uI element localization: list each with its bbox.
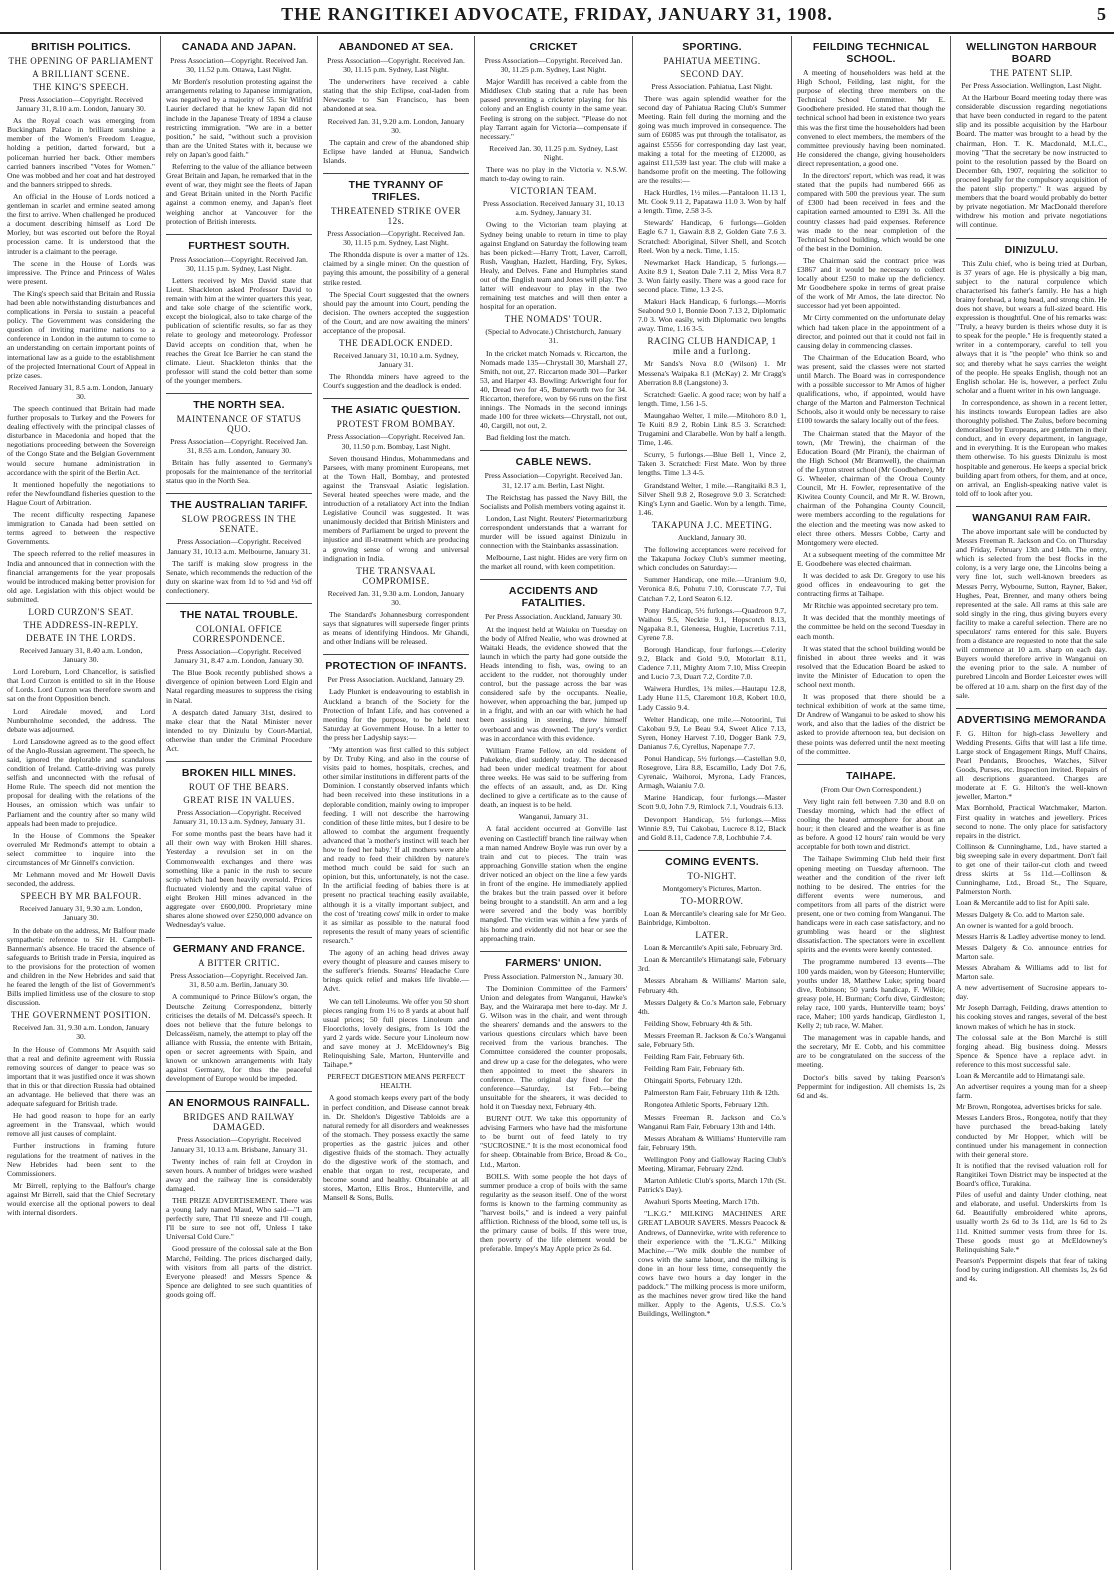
- article-subhead: TAKAPUNA J.C. MEETING.: [651, 519, 773, 530]
- article-north-sea: [166, 394, 312, 494]
- paragraph: The Taihape Swimming Club held their first opening meeting on Tuesday afternoon. The weather and the condition of the river left nothing to be desired. The entries for the different events were numerous, and competitors from all parts of the district were present, one or two coming from Wanganui. The handicaps were in each case satisfactory, and no grumbling was heard or the slightest dissatisfaction. The spectators were in excellent spirits and the events were keenly contested.: [797, 854, 945, 955]
- paragraph: A good stomach keeps every part of the body in perfect condition, and Disease cannot break in. Dr. Sheldon's Digestive Tabloids are a natural remedy for all disorders and weaknesses of the stomach. They possess exactly the same properties as the gastric juices and other digestive fluids of the stomach. They actually do the digestive work of the stomach, and enable that organ to rest, recuperate, and become sound and healthy. Obtainable at all stores, Marton, Ellis Bros., Hunterville, and Mansell & Sons, Bulls.: [323, 1093, 469, 1203]
- paragraph: There was no play in the Victoria v. N.S.W. match to-day owing to rain.: [480, 165, 627, 184]
- advert-item: Messrs Dalgety & Co. announce entries for Marton sale.: [956, 942, 1107, 961]
- paragraph: The above important sale will be conducted by Messrs Freeman R. Jackson and Co. on Thursday and Friday, February 13th and 14th. The entry, which is selected from the best flocks in the colony, is a very large one, the Lincolns being a very fine lot, such well-known breeders as Messrs Perry, Wybourne, Sutton, Rayner, Baker, Hughes, Peat, Brenner, and many others being represented at the sale. All rams at this sale are sold singly in the ring, thus giving buyers every facility to make a careful selection. There are no speculators' rams entered for this sale. Buyers from a distance are requested to note that the sale will commence at 10 a.m. sharp on each day. Buyers would therefore arrive in Wanganui on the evening prior to the sale. A number of purebred Lincoln and Border Leicester ewes will be offered at 10 a.m. sharp on the first day of the sale.: [956, 526, 1107, 700]
- dateline: Per Press Association. Auckland, January 30.: [484, 612, 623, 622]
- paragraph: It was proposed that there should be a technical exhibition of work at the same time, Dr Andrew of Wanganui to be asked to show his work, and also that the ladies of the district be asked to provide afternoon tea, but decision on these points was deferred until the next meeting of the committee.: [797, 692, 945, 756]
- paragraph: In the House of Commons the Speaker overruled Mr Redmond's attempt to obtain a select committee to inquire into the circumstances of Mr Ginnell's conviction.: [7, 830, 155, 868]
- dateline: Received January 31, 10.10 a.m. Sydney, January 31.: [333, 351, 459, 370]
- article-coming-events: [638, 851, 786, 1327]
- advert-item: Messrs Dalgety & Co. add to Marton sale.: [956, 909, 1085, 919]
- dateline: Press Association—Copyright. Received Jan. 30, 11.15 p.m. Sydney, Last Night.: [327, 229, 465, 248]
- dateline: Press Association—Copyright. Received Jan. 31, 8.50 a.m. Berlin, January 30.: [170, 971, 308, 990]
- article-headline: THE NORTH SEA.: [193, 399, 285, 411]
- dateline: Press Association—Copyright. Received January 31, 8.10 a.m. London, January 30.: [16, 95, 146, 114]
- article-headline: BRITISH POLITICS.: [31, 41, 131, 53]
- paragraph: Marine Handicap, four furlongs.—Master Scott 9.0, John 7.9, Rimlock 7.1, Voudrais 6.13.: [638, 793, 786, 812]
- article-accidents-fatalities: [480, 580, 627, 951]
- paragraph: Stewards' Handicap, 6 furlongs—Golden Eagle 6.7 1, Gawain 8.8 2, Golden Gate 7.6 3. Scratched: Aboriginal, Silver Shell, and Scotch Reel. Won by a neck. Time, 1.15.: [638, 218, 786, 255]
- article-furthest-south: [166, 235, 312, 394]
- article-protection-of-infants: [323, 655, 469, 1210]
- article-subhead: THE NOMADS' TOUR.: [504, 314, 603, 325]
- article-farmers-union: [480, 952, 627, 1262]
- paragraph: The Chairman of the Education Board, who was present, said the classes were not started until March. The Board was in correspondence with a possible successor to Mr Amos of higher qualifications, who, if appointed, would have charge of the Marton and Palmerston Technical Schools, also it would only be necessary to raise £100 towards the salary locally out of the fees.: [797, 352, 945, 426]
- event-item: Palmerston Ram Fair, February 11th & 12th.: [644, 1088, 780, 1098]
- article-subhead: ROUT OF THE BEARS.: [188, 782, 290, 793]
- event-item: Montgomery's Pictures, Marton.: [662, 883, 762, 893]
- paragraph: An official in the House of Lords noticed a gentleman in scarlet and ermine seated among the first to arrive. When challenged he produced a document describing himself as Lord De Morley, but was escorted out before the Royal procession came. It is understood that the intruder is a claimant to the peerage.: [7, 191, 155, 256]
- event-item: Messrs Dalgety & Co.'s Marton sale, February 4th.: [638, 997, 786, 1016]
- article-subhead: THE PATENT SLIP.: [990, 68, 1073, 78]
- article-subhead: THE KING'S SPEECH.: [33, 82, 129, 92]
- article-germany-france: [166, 938, 312, 1092]
- article-headline: GERMANY AND FRANCE.: [172, 943, 306, 956]
- paragraph: Summer Handicap, one mile.—Uranium 9.0, Veronica 8.6, Pohutu 7.10, Coruscate 7.7, Tui Catchan 7.2, Lord Seaton 6.12.: [638, 575, 786, 603]
- paragraph: The following acceptances were received for the Takapuna Jockey Club's summer meeting, which concludes on Saturday:—: [638, 545, 786, 573]
- dateline: Press Association—Copyright. Received January 31, 10.13 a.m. Brisbane, January 31.: [170, 1135, 308, 1154]
- paragraph: It mentioned hopefully the negotiations to refer the Newfoundland fisheries question to the Hague Court of Arbitration.: [7, 479, 155, 507]
- paragraph: At the Harbour Board meeting today there was considerable discussion regarding negotiations that have been conducted in regard to the patent slip and its possible acquisition by the Harbour Board. The matter was brought to a head by the chairman, Hon. T. K. Macdonald, M.L.C., moving "That the secretary be now instructed to point to the resolution passed by the Board on December 6th, 1907, requiring the solicitor to proceed legally for the compulsory acquisition of the patent slip property." It was argued by members that the board would probably do better by private negotiation. Mr MacDonald therefore withdrew his motion and private negotiations will continue.: [956, 93, 1107, 230]
- dateline: Press Association. Received January 31, 10.13 a.m. Sydney, January 31.: [482, 199, 625, 218]
- event-item: Feilding Ram Fair, February 6th.: [644, 1064, 745, 1074]
- news-columns: [2, 36, 1112, 1570]
- paragraph: The Special Court suggested that the owners should pay the amount into Court, pending the decision. The owners accepted the suggestion of the Court, and are now awaiting the miners' acceptance of the proposal.: [323, 289, 469, 335]
- paragraph: The speech referred to the relief measures in India and announced that in connection with the financial arrangements for the year proposals would be introduced making better provision for old age. Legislation with this object would be submitted.: [7, 549, 155, 604]
- paragraph: PERFECT DIGESTION MEANS PERFECT HEALTH.: [327, 1072, 465, 1091]
- paragraph: Mr Sands's Nova 8.0 (Wilson) 1. Mr Messena's Waipaka 8.1 (McKay) 2. Mr Cragg's Aberration 8.8 (Langstone) 3.: [638, 359, 786, 387]
- dateline: Received Jan. 31, 9.20 a.m. London, January 30.: [327, 116, 465, 135]
- paragraph: A despatch dated January 31st, desired to make clear that the Natal Minister never intended to try Dinizulu by Court-Martial, otherwise than under the Criminal Procedure Act.: [166, 707, 312, 753]
- paragraph: Lord Airedale moved, and Lord Nunburnholme seconded, the address. The debate was adjourned.: [7, 706, 155, 734]
- paragraph: Ponui Handicap, 5½ furlongs.—Castellan 9.0, Rosegrove, Lira 8.8, Escamillo, Lady Dot 7.6, Cyrenaic, Waihoroi, Myrona, Lady Frances, Armagh, Waianiu 7.0.: [638, 754, 786, 791]
- dateline: Press Association. Palmerston N., January 30.: [483, 971, 624, 981]
- page-number: 5: [1097, 4, 1106, 24]
- advert-item: Loan & Mercantile add to list for Apiti sale.: [956, 898, 1090, 908]
- paragraph: The underwriters have received a cable stating that the ship Eclipse, coal-laden from Newcastle to San Francisco, has been abandoned at sea.: [323, 77, 469, 114]
- event-item: Messrs Abraham & Williams' Marton sale, February 4th.: [638, 976, 786, 995]
- paragraph: The Blue Book recently published shows a divergence of opinion between Lord Elgin and Natal regarding measures to suppress the rising in Natal.: [166, 668, 312, 705]
- advert-item: Piles of useful and dainty Under clothing, neat and elaborate, and useful. Underskirts from 1s 6d. Beautifully embroidered white aprons, usually worth 2s 6d to 3s 11d, are 1s 6d to 2s 11d. Knitted summer vests from three for 1s. These goods must go at McEldowney's Relinquishing Sale.*: [956, 1190, 1107, 1254]
- article-subhead: A BITTER CRITIC.: [198, 958, 280, 969]
- paragraph: Lord Lansdowne agreed as to the good effect of the Anglo-Russian agreement. The speech, he said, ignored the deplorable and scandalous condition of Ireland. Cattle-driving was purely selfish and unconnected with the refusal of Home Rule. The speech did not mention the proposal for dealing with the relations of the Houses, an omission which was unfair to Parliament and the country after so many wild appeals had been made to prejudice.: [7, 736, 155, 828]
- paragraph: Grandstand Welter, 1 mile.—Rangitaiki 8.3 1, Silver Shell 9.8 2, Rosegrove 9.0 3. Scratched: King's Lynn and Gaelic. Won by a length. Time, 1.46.: [638, 480, 786, 517]
- article-cable-news: [480, 451, 627, 580]
- article-subhead: SPEECH BY MR BALFOUR.: [20, 891, 142, 902]
- paragraph: Letters received by Mrs David state that Lieut. Shackleton asked Professor David to remain with him at the winter quarters this year, and take sole charge of the scientific work, except the biological, also to take charge of the publication of scientific results, so far as they relate to geology and meteorology. Professor David accepts on condition that, when he reaches the Great Ice Barrier he can stand the climate. Lieut. Shackleton thinks that the professor will stand the cold better than some of the younger members.: [166, 275, 312, 385]
- paragraph: Good pressure of the colossal sale at the Bon Marché, Feilding. The prices discharged daily, with visitors from all parts of the district. Everyone pleased! and Messrs Spence & Spence are delighted to see such quantities of goods going off.: [166, 1244, 312, 1299]
- paragraph: BURNT OUT. We take this opportunity of advising Farmers who have had the misfortune to be burnt out of feed lately to try "SUCROSINE." It is the most economical food for sheep. Obtainable from Brice, Broad & Co., Ltd., Marton.: [480, 1114, 627, 1169]
- paragraph: Mr Cirty commented on the unfortunate delay which had taken place in the appointment of a director, and pointed out that it could not fail in causing delay in commencing classes.: [797, 313, 945, 350]
- newspaper-title-date: THE RANGITIKEI ADVOCATE, FRIDAY, JANUARY 31, 1908.: [281, 4, 833, 24]
- paragraph: It was decided to ask Dr. Gregory to use his good offices in endeavouring to get the contracting firms at Taihape.: [797, 570, 945, 599]
- article-headline: THE ASIATIC QUESTION.: [331, 404, 461, 417]
- advert-item: The colossal sale at the Bon Marché is still forging ahead. Big business doing. Messrs Spence & Spence have a replace advt. in reference to this most successful sale.: [956, 1032, 1107, 1069]
- paragraph: Lady Plunket is endeavouring to establish in Auckland a branch of the Society for the Protection of Infant Life, and has convened a meeting for the purpose, to be held next Saturday at Government House. In a letter to the press her Ladyship says:—: [323, 687, 469, 742]
- article-enormous-rainfall: [166, 1092, 312, 1307]
- article-headline: COMING EVENTS.: [665, 855, 759, 868]
- column-1: [2, 36, 161, 1570]
- paragraph: A fatal accident occurred at Gonville last evening on Castlecliff branch line railway when a man named Andrew Boyle was run over by a train and cut to pieces. The train was approaching Gonville station when the engine driver noticed an object on the line a few yards in front of the engine. He immediately applied the brakes but the train passed over it before being brought to a standstill. An arm and a leg were severed and the body was horribly mangled. The victim was within a few yards of his home and evidently did not hear or see the approaching train.: [480, 824, 627, 943]
- dateline: Received Jan. 31, 9.30 a.m. London, January 30.: [327, 588, 465, 607]
- paragraph: Mr Borden's resolution protesting against the arrangements relating to Japanese immigration, was negatived by a majority of 55. Sir Wilfrid Laurier declared that he knew Japan did not include in the Japanese Treaty of 1894 a clause restricting immigration. "We are in a better position," he said, "without such a provision than are the United States with it, because we rely on Japan's good faith.": [166, 77, 312, 159]
- advert-item: Messrs Landers Bros., Rongotea, notify that they have purchased the bread-baking lately conducted by Mr Hopper, which will be continued under his management in connection with their general store.: [956, 1113, 1107, 1159]
- dateline: Auckland, January 30.: [677, 532, 747, 542]
- article-wellington-harbour-board: [956, 36, 1107, 239]
- article-subhead: THE DEADLOCK ENDED.: [339, 338, 453, 349]
- article-headline: PROTECTION OF INFANTS.: [325, 660, 467, 673]
- advert-item: Loan & Mercantile add to Hirnatangi sale.: [956, 1071, 1085, 1080]
- event-item: Marton Athletic Club's sports, March 17th (St. Patrick's Day).: [638, 1176, 786, 1195]
- paragraph: In the debate on the address, Mr Balfour made sympathetic reference to Sir H. Campbell-Bannerman's absence. He traced the absence of safeguards to British trade in Persia, inquired as to the provisions for the protection of women and children in the New Hebrides and said that he feared the length of the list of Government's Bills implied limitless use of the closure to stop discussion.: [7, 925, 155, 1008]
- column-3: [318, 36, 475, 1570]
- column-5: [633, 36, 792, 1570]
- advert-item: Messrs Harris & Ladley advertise money to lend.: [956, 931, 1106, 941]
- paragraph: The King's speech said that Britain and Russia had been able notwithstanding disturbances and complications in Persia to sustain a peaceful policy. The Government was considering the question of inviting maritime nations to a conference in London in the autumn to come to an understanding on certain important points of international law as a guide to the establishment of the projected International Court of Appeal in prize cases.: [7, 288, 155, 380]
- paragraph: Mr Lehmann moved and Mr Howell Davis seconded, the address.: [7, 870, 155, 889]
- paragraph: At the inquest held at Waiuku on Tuesday on the body of Alfred Nealie, who was drowned at Waitaki Heads, the evidence showed that the launch in which the party had gone outside the Heads intending to fish, was, owing to an accident to the rudder, not thoroughly under control, but the passage across the bar was considered safe by the occupants. Nealie, however, when approaching the bar, jumped up in a fright, and with an oar with which he had been assisting in steering, threw himself overboard and was drowned. The jury's verdict was in accordance with this evidence.: [480, 624, 627, 743]
- dateline: Press Association—Copyright. Received January 31, 10.13 a.m. Melbourne, January 31.: [167, 537, 311, 556]
- advert-item: A new advertisement of Sucrosine appears to-day.: [956, 983, 1107, 1002]
- paragraph: For some months past the bears have had it all their own way with Broken Hill shares. Yesterday a revulsion set in on the Commonwealth exchanges and there was something like a panic in the rush to secure scrip which had been heavily oversold. Prices fluctuated violently and the capital value of eight Broken Hill mines advanced in the aggregate over £600,000. Proprietary mine shares alone showed over £250,000 advance on Wednesday's value.: [166, 829, 312, 930]
- paragraph: Borough Handicap, four furlongs.—Celerity 9.2, Black and Gold 9.0, Motorlatt 8.11, Cadence 7.11, Mighty Atom 7.10, Miss Creepin and Lucio 7.3, Duart 7.2, Cordite 7.0.: [638, 644, 786, 682]
- article-subhead: BRIDGES AND RAILWAY DAMAGED.: [183, 1112, 295, 1133]
- article-headline: CABLE NEWS.: [515, 456, 592, 469]
- dateline: Per Press Association. Auckland, January 29.: [327, 675, 465, 685]
- article-headline: ACCIDENTS AND FATALITIES.: [508, 585, 599, 610]
- article-subhead: RACING CLUB HANDICAP, 1 mile and a furlong.: [647, 336, 777, 357]
- paragraph: Devonport Handicap, 5½ furlongs.—Miss Winnie 8.9, Tui Cakobau, Lucrece 8.12, Black and Gold 8.11, Cadence 7.8, Lochbuhie 7.4.: [638, 814, 786, 842]
- article-broken-hill: [166, 762, 312, 938]
- paragraph: Seven thousand Hindus, Mohammedans and Parsees, with many prominent Europeans, met at the Town Hall, Bombay, and protested against the Transvaal Asiatic legislation. Several heated speeches were made, and the introduction of a retaliatory Act into the Indian Legislative Council was suggested. It was unanimously decided that British Ministers and members of Parliament be urged to prevent the injustice and ill-treatment which are producing a growing sense of wrong and universal indignation in India.: [323, 453, 469, 563]
- dateline: Received Jan. 30, 11.25 p.m. Sydney, Last Night.: [489, 143, 618, 162]
- event-item: Feilding Ram Fair, February 6th.: [644, 1052, 745, 1062]
- dateline: Press Association—Copyright. Received Jan. 31, 8.55 a.m. London, January 30.: [170, 437, 308, 456]
- paragraph: "My attention was first called to this subject by Dr. Truby King, and also in the course of visits paid to homes, hospitals, creches, and other similar institutions in different parts of the Dominion. I constantly observed infants which had been received into these institutions in a deplorable condition, mainly owing to improper feeding. I will not describe the harrowing condition of these little mites, but I desire to be allowed to combat the argument frequently advanced that 'a mother's instinct will teach her how to feed her baby.' If all mothers were able and ready to feed their children by nature's method much could be said for such an opinion, but this, unfortunately, is not the case. In the artificial feeding of babies there is at present no practical teaching easily available, although it is a vitally important subject, and the cost of 'treating cows' milk in order to make it as similar as possible to the natural food represents the result of many years of scientific research.": [323, 744, 470, 945]
- dateline: (Special to Advocate.) Christchurch, January 31.: [485, 327, 622, 346]
- paragraph: This Zulu chief, who is being tried at Durban, is 37 years of age. He is physically a big man, subject to the natural corpulence which characterised his father's family. He has a high brainy forehead, a long head, and strong chin. He does not shave, but wears a full-sized beard. His expression is thoughtful. One of his remarks was: "Truly, a heavy burden is theirs whose duty it is to speak for the people." He is frequently stated a writer in a contemporary, careful to tell you always that it is "the people" who think so and so; and thereby what he says carries the weight of the people. He speaks English, though not an English scholar. He is, however, a perfect Zulu scholar and a fluent writer in his own language.: [956, 258, 1107, 395]
- paragraph: Welter Handicap, one mile.—Notoorini, Tui Cakobau 9.9, Le Beau 9.4, Sweet Alice 7.13, Syren, Honey Harvest 7.10, Dogger Bank 7.9, Danianus 7.6, Cyrellus, Napenape 7.7.: [638, 714, 786, 751]
- article-natal-trouble: [166, 604, 312, 762]
- advert-item: An owner is wanted for a gold brooch.: [956, 920, 1074, 930]
- dateline: Press Association—Copyright. Received Jan. 30, 11.50 p.m. Bombay, Last Night.: [327, 432, 465, 451]
- paragraph: Very light rain fell between 7.30 and 8.0 on Tuesday morning, which had the effect of cooling the heated atmosphere for about an hour; it then cleared and the weather is as fine as before. A good 12 hours' rain would be very acceptable for both town and district.: [797, 796, 945, 852]
- article-subhead: A BRILLIANT SCENE.: [32, 69, 130, 79]
- column-7: [951, 36, 1112, 1570]
- paragraph: Referring to the value of the alliance between Great Britain and Japan, he remarked that in the event of war, they might see the fleets of Japan and Great Britain united in the North Pacific against a common enemy, and Japan's fleet weighing anchor at Vancouver for the protection of British interests.: [166, 162, 312, 226]
- column-4: [475, 36, 633, 1570]
- paragraph: Britain has fully assented to Germany's proposals for the maintenance of the territorial status quo in the North Sea.: [166, 458, 312, 486]
- column-6: [792, 36, 951, 1570]
- article-subhead: GREAT RISE IN VALUES.: [183, 795, 295, 806]
- advert-item: F. G. Hilton for high-class Jewellery and Wedding Presents. Gifts that will last a life time. Large stock of Engagement Rings, Muff Chains, Pearl Pendants, Brooches, Watches, Silver Goods, Purses, etc. Inspection invited. Repairs of all descriptions guaranteed. Charges are moderate at F. G. Hilton's the well-known jeweller, Marton.*: [956, 728, 1107, 802]
- advert-item: Collinson & Cunninghame, Ltd., have started a big sweeping sale in every department. Don't fail to get one of their tailor-cut cloth and tweed dress skirts at 5s 11d.—Collinson & Cunninghame, Ltd., Broad St., The Square, Palmerston North.: [956, 841, 1107, 897]
- event-item: Awahuri Sports Meeting, March 17th.: [644, 1197, 760, 1207]
- paragraph: Hack Hurdles, 1½ miles.—Pantaloon 11.13 1, Mt. Cook 9.11 2, Papatawa 11.0 3. Won by half a length. Time, 2.58 3-5.: [638, 188, 786, 216]
- article-subhead: VICTORIAN TEAM.: [510, 186, 597, 197]
- event-item: Loan & Mercantile's clearing sale for Mr Geo. Bainbridge, Kimbolton.: [638, 908, 786, 928]
- paragraph: He had good reason to hope for an early agreement in the Transvaal, which would remove all just causes of complaint.: [7, 1111, 155, 1139]
- paragraph: "L.K.G." MILKING MACHINES ARE GREAT LABOUR SAVERS. Messrs Peacock & Andrews, of Dannevirke, write with reference to their experience with the "L.K.G." Milking Machine.—"We milk double the number of cows with the same labour, and the milking is done in an hour less time, consequently the cows have two hours a day longer in the paddock." The milking process is more uniform, as the machines never grow tired like the hand milker. Apply to the Agents, U.S.S. Co.'s Buildings, Wellington.*: [638, 1209, 786, 1319]
- article-subhead: THE OPENING OF PARLIAMENT: [8, 56, 154, 66]
- paragraph: THE PRIZE ADVERTISEMENT. There was a young lady named Maud, Who said—"I am perfectly sure, That I'll sneeze and I'll cough, I'll be sure to see not off, Unless I take Universal Cold Cure.": [166, 1195, 312, 1242]
- article-headline: BROKEN HILL MINES.: [181, 767, 297, 780]
- article-headline: TAIHAPE.: [846, 769, 896, 782]
- article-advertising-memoranda: [956, 709, 1107, 1290]
- paragraph: Further instructions in framing future regulations for the treatment of natives in the New Hebrides had been sent to the Commissioners.: [7, 1141, 155, 1178]
- article-subhead: DEBATE IN THE LORDS.: [26, 632, 136, 643]
- article-headline: CANADA AND JAPAN.: [181, 41, 297, 53]
- paragraph: London, Last Night. Reuters' Pietermaritzburg correspondent understands that a warrant for murder will be issued against Dinizulu in connection with the Stainbanks assassination.: [480, 513, 627, 551]
- paragraph: Scratched: Gaelic. A good race; won by half a length. Time, 1.56 1-5.: [638, 389, 786, 408]
- article-tyranny-of-trifles: [323, 174, 469, 399]
- event-item: Messrs Freeman R. Jackson & Co.'s Wanganui sale, February 5th.: [638, 1030, 786, 1049]
- column-2: [161, 36, 318, 1570]
- paragraph: The captain and crew of the abandoned ship Eclipse have landed at Hunua, Sandwich Islands.: [323, 137, 469, 165]
- dateline: Received January 31, 8.5 a.m. London, January 30.: [8, 382, 154, 401]
- dateline: Received January 31, 8.40 a.m. London, January 30.: [19, 645, 143, 665]
- advert-item: Mr Joseph Darragh, Feilding, draws attention to his cooking stoves and ranges, several of the best known makes of which he has in stock.: [956, 1003, 1107, 1031]
- event-item: Messrs Abraham & Williams' Hunterville ram fair, February 19th.: [638, 1133, 786, 1152]
- advert-item: An advertiser requires a young man for a sheep farm.: [956, 1082, 1107, 1101]
- article-headline: AN ENORMOUS RAINFALL.: [168, 1097, 310, 1110]
- article-headline: WANGANUI RAM FAIR.: [972, 511, 1091, 524]
- advert-item: Max Bornhold, Practical Watchmaker, Marton. First quality in watches and jewellery. Prices second to none. The only place for satisfactory repairs in the district.: [956, 803, 1107, 840]
- paragraph: The scene in the House of Lords was impressive. The Prince and Princess of Wales were present.: [7, 258, 155, 286]
- event-item: Ohingaiti Sports, February 12th.: [644, 1076, 743, 1086]
- article-subhead: THREATENED STRIKE OVER 12s.: [331, 206, 461, 227]
- paragraph: The programme numbered 13 events—The 100 yards maiden, won by Gleeson; Hunterville; youths under 18, Matthew Luke; spring board dive, Robinson; 50 yards handicap, F. Wilkie; greasy pole, H. Burman; Corfu dive, Girdleston; relay race, 100 yards, Hunterville team; boys' race, Maher; 100 yards handicap, Girdleston 1, Kelly 2; tub race, W. Maher.: [797, 957, 945, 1031]
- advert-item: Messrs Abraham & Williams add to list for Marton sale.: [956, 962, 1107, 982]
- paragraph: In correspondence, as shown in a recent letter, his instincts towards European ladies are also thoroughly polished. The Zulus, before becoming demoralised by Europeans, are gentlemen in their conduct, and in every department, in language, and in everything. It is the European who makes them otherwise. To his guests Dinizulu is most hospitable and generous. He keeps a special brick building apart from others, for them, and at once, on arrival, an English-speaking native valet is told off to look after you.: [956, 397, 1107, 498]
- dateline: Press Association. Pahiatua, Last Night.: [651, 82, 773, 91]
- event-item: Messrs Freeman R. Jackson and Co.'s Wanganui Ram Fair, February 13th and 14th.: [638, 1112, 786, 1131]
- paragraph: William Frame Fellow, an old resident of Pukekohe, died suddenly today. The deceased had been under medical treatment for about three weeks. He was said to be suffering from the effects of an assault, and, as Dr. King declined to give a certificate as to the cause of death, an inquest is to be held.: [480, 745, 627, 810]
- article-feilding-technical-school: [797, 36, 945, 765]
- dateline: Per Press Association. Wellington, Last Night.: [961, 81, 1102, 90]
- advert-item: It is notified that the revised valuation roll for Rangitikei Town District may be inspected at the Board's office, Turakina.: [956, 1160, 1107, 1189]
- paragraph: A communiqué to Prince Bülow's organ, the Deutsche Zeitung Correspondenz, bitterly criticises the details of M. Delcassé's speech. It does not believe that the future belongs to Delcasséism, namely, the attempt to play off the alliance with Russia, the entente with Britain, open or secret agreements with Spain, and known or unknown arrangements with Italy against Germany, for thus the peaceful development of Europe would be impeded.: [166, 992, 312, 1084]
- article-headline: THE TYRANNY OF TRIFLES.: [348, 179, 444, 204]
- paragraph: The Rhondda dispute is over a matter of 12s. claimed by a single miner. On the question of paying this amount, the possibility of a general strike rested.: [323, 250, 469, 287]
- article-subhead: THE GOVERNMENT POSITION.: [10, 1010, 152, 1021]
- article-headline: WELLINGTON HARBOUR BOARD: [966, 41, 1097, 65]
- article-australian-tariff: [166, 494, 312, 604]
- article-cricket: [480, 36, 627, 451]
- paragraph: Makuri Hack Handicap, 6 furlongs.—Morris Seabond 9.0 1, Bonnie Doon 7.13 2, Diplomatic 7.0 3. Won easily, with Diplomatic two lengths away. Time, 1.16 3-5.: [638, 297, 786, 334]
- article-headline: THE AUSTRALIAN TARIFF.: [170, 499, 308, 512]
- paragraph: The Rhondda miners have agreed to the Court's suggestion and the deadlock is ended.: [323, 372, 469, 391]
- article-taihape: [797, 765, 945, 1108]
- article-subhead: PAHIATUA MEETING.: [663, 56, 761, 66]
- paragraph: The Standard's Johannesburg correspondent says that signatures will supersede finger prints as means of identifying Hindoos. Mr Ghandi, and other Indians will be released.: [323, 609, 469, 647]
- article-headline: SPORTING.: [682, 41, 742, 53]
- paragraph: Newmarket Hack Handicap, 5 furlongs.—Axite 8.9 1, Seaton Dale 7.11 2, Miss Vera 8.7 3. Won fairly easily. There was a good race for second place. Time, 1.3 2-5.: [638, 257, 786, 294]
- paragraph: Pony Handicap, 5½ furlongs.—Quadroon 9.7, Waihou 9.5, Necktie 9.1, Hopscotch 8.13, Ngapaka 8.1, Gleneesa, Hughie, Lucretius 7.11, Cyrene 7.8.: [638, 605, 786, 642]
- dateline: Press Association—Copyright. Received Jan. 30, 11.15 p.m. Sydney, Last Night.: [327, 56, 465, 75]
- article-headline: FEILDING TECHNICAL SCHOOL.: [812, 41, 930, 65]
- paragraph: In the cricket match Nomads v. Riccarton, the Nomads made 135—Chrystall 30, Marshall 27, Smith, not out, 27. Riccarton made 301—Parker 53, and Harper 43. Bowling: Arkwright four for 40, Dread two for 45, Butterworth two for 34. Riccarton, therefore, won by 66 runs on the first innings. The Nomads in the second innings made 100 for three wickets—Chrystall, not out, 40, Cargill, not out, 2.: [480, 348, 627, 431]
- article-subhead: PROTEST FROM BOMBAY.: [336, 419, 456, 430]
- article-abandoned-at-sea: [323, 36, 469, 174]
- paragraph: The speech continued that Britain had made further proposals to Turkey and the Powers for dealing effectively with the principal classes of disturbance in Macedonia and hoped that the negotiations proceeding between the Sovereign of the Congo State and the Belgian Government would secure humane administration in accordance with the spirit of the Berlin Act.: [7, 404, 155, 477]
- paragraph: In the directors' report, which was read, it was stated that the pupils had numbered 666 as compared with 500 the previous year. The sum of £300 had been received in fees and the capitation earned amounted to £391 3s. All the country classes had paid expenses. Reference was made to the near completion of the Technical School building, which would be one of the best in the Dominion.: [797, 171, 945, 253]
- article-headline: DINIZULU.: [1004, 243, 1059, 256]
- paragraph: A meeting of householders was held at the High School, Feilding, last night, for the purpose of electing three members on the Technical School Committee. Mr E. Goodbehere presided. He stated that though the technical school had been in existence two years this was the first time the householders had been convened to elect members, the members of the committee previously having been nominated. He considered the change, giving householders direct representation, a good one.: [797, 68, 945, 168]
- paragraph: At a subsequent meeting of the committee Mr E. Goodbehere was elected chairman.: [797, 549, 945, 568]
- dateline: Press Association—Copyright. Received Jan. 30, 11.15 p.m. Sydney, Last Night.: [170, 254, 308, 273]
- article-headline: FARMERS' UNION.: [505, 956, 602, 969]
- dateline: Received January 31, 9.30 a.m. London, January 30.: [19, 904, 143, 923]
- article-subhead: TO-NIGHT.: [687, 870, 737, 881]
- paragraph: The agony of an aching head drives away every thought of pleasure and causes misery to the sufferer's friends. Stearns' Headache Cure brings quick relief and makes life livable.—Advt.: [323, 948, 469, 994]
- article-headline: ABANDONED AT SEA.: [338, 41, 454, 53]
- dateline: Press Association—Copyright. Received Jan. 30, 11.52 p.m. Ottawa, Last Night.: [170, 56, 308, 75]
- paragraph: The Chairman stated that the Mayor of the town, (Mr Trewin), the chairman of the Education Board (Mr Pirani), the chairman of the High School (Mr Bramwell), the chairman of the Lytton street school (Mr Goodbehere), Mr G. Wheeler, chairman of the Oroua County Council, Mr H. Fowler, representative of the Kiwitea County Council, and Mr R. W. Brown, chairman of the Pohangina County Council, were members according to the regulations for the election and the meeting was now asked to elect three others. Messrs Cobbe, Carty and Montgomery were elected.: [797, 428, 945, 547]
- article-subhead: THE TRANSVAAL COMPROMISE.: [356, 565, 436, 586]
- paragraph: Twenty inches of rain fell at Croydon in seven hours. A number of bridges were washed away and the railway line is considerably damaged.: [166, 1156, 312, 1193]
- article-subhead: TO-MORROW.: [680, 895, 744, 906]
- paragraph: Owing to the Victorian team playing at Sydney being unable to return in time to play against England on Saturday the following team has been picked:—Harry Trott, Laver, Carroll, Rush, Vaughan, Hazlett, Harding, Fry, Sykes, Healy, and Delves. Fane and Humphries stand out of the English team and Jones will play. The latter will endeavour to play in the two remaining test matches and will then enter a hospital for an operation.: [480, 220, 627, 312]
- article-subhead: LORD CURZON'S SEAT.: [28, 606, 134, 617]
- masthead: [0, 0, 1114, 34]
- paragraph: Scurry, 5 furlongs.—Blue Bell 1, Vince 2, Taken 3. Scratched: First Mate. Won by three lengths. Time 1.3 4-5.: [638, 450, 786, 478]
- article-dinizulu: [956, 239, 1107, 507]
- article-wanganui-ram-fair: [956, 507, 1107, 709]
- article-headline: CRICKET: [529, 41, 578, 53]
- dateline: Press Association—Copyright. Received January 31, 10.13 a.m. Sydney, January 31.: [173, 808, 305, 827]
- paragraph: There was again splendid weather for the second day of Pahiatua Racing Club's Summer Meeting. Rain fell during the morning and the going was much improved in consequence. The sum of £6085 was put through the totalisator, as against £5556 for corresponding day last year, making a total for the meeting of £12000, as against £11,539 last year. The club will make a handsome profit on the meeting. The following are the results:—: [638, 94, 786, 185]
- paragraph: Maungahao Welter, 1 mile.—Mitohoro 8.0 1, Te Kuiti 8.9 2, Robin Link 8.5 3. Scratched: Trugamini and Clarabelle. Won by half a length. Time, 1.46.: [638, 410, 786, 448]
- article-subhead: LATER.: [695, 930, 729, 941]
- paragraph: We can tell Linoleums. We offer you 50 short pieces ranging from 1½ to 8 yards at about half usual prices; 50 full pieces Linoleum and Floorcloths, lovely designs, from 1s 10d the yard 2 yards wide. Secure your Linoleum now and save money at J. McEldowney's Big Relinquishing Sale, Marton, Hunterville and Taihape.*: [323, 996, 469, 1070]
- event-item: Feilding Show, February 4th & 5th.: [644, 1018, 753, 1028]
- paragraph: The Dominion Committee of the Farmers' Union and delegates from Wanganui, Hawke's Bay, and the Wairarapa met here to-day. Mr J. G. Wilson was in the chair, and went through the shearers' demands and the answers to the various questions circulars which have been received from the various branches. The Committee considered the counter proposals, and drew up a case for the delegates, who were then appointed to meet the shearers in conference. The original day fixed for the conference—Saturday, 1st Feb.—being unsuitable for the shearers, it was decided to hold it on Tuesday next, February 4th.: [480, 983, 627, 1111]
- article-subhead: SLOW PROGRESS IN THE SENATE.: [181, 514, 297, 535]
- article-canada-japan: [166, 36, 312, 235]
- paragraph: Lord Loreburn, Lord Chancellor, is satisfied that Lord Curzon is entitled to sit in the House of Lords. Lord Curzon was therefore sworn and sat on the front Opposition bench.: [7, 667, 155, 704]
- paragraph: Bad fielding lost the match.: [486, 433, 571, 443]
- event-item: Rongotea Athletic Sports, February 12th.: [644, 1100, 769, 1110]
- article-subhead: MAINTENANCE OF STATUS QUO.: [176, 414, 302, 434]
- dateline: (From Our Own Correspondent.): [820, 784, 922, 794]
- paragraph: The Reichstag has passed the Navy Bill, the Socialists and Polish members voting against it.: [480, 492, 627, 511]
- article-subhead: THE ADDRESS-IN-REPLY.: [23, 619, 139, 630]
- dateline: Wanganui, January 31.: [518, 812, 589, 822]
- paragraph: Major Wardill has received a cable from the Middlesex Club stating that a rule has been passed preventing a cricketer playing for his colony and an English county in the same year. Feeling is strong on the subject. "Please do not play Tarrant again for Victoria—compensate if necessary.": [480, 77, 627, 141]
- article-subhead: COLONIAL OFFICE CORRESPONDENCE.: [192, 624, 286, 645]
- dateline: Press Association—Copyright. Received January 31, 8.47 a.m. London, January 30.: [174, 647, 304, 666]
- dateline: Press Association—Copyright. Received Jan. 30, 11.25 p.m. Sydney, Last Night.: [484, 56, 623, 75]
- advert-item: Mr Brown, Rongotea, advertises bricks for sale.: [956, 1102, 1102, 1112]
- paragraph: Waiwera Hurdles, 1¾ miles.—Hautapu 12.8, Lady Hune 11.5, Claremont 10.8, Kobert 10.0, Lady Cassio 9.4.: [638, 684, 786, 712]
- event-item: Loan & Mercantile's Hirnatangi sale, February 3rd.: [638, 955, 786, 974]
- paragraph: Melbourne, Last night. Hides are very firm on the market all round, with keen competition.: [480, 553, 627, 572]
- paragraph: Doctor's bills saved by taking Pearson's Peppermint for indigestion. All chemists 1s, 2s 6d and 4s.: [797, 1072, 945, 1100]
- dateline: Received Jan. 31, 9.30 a.m. London, January 30.: [12, 1023, 150, 1042]
- paragraph: The tariff is making slow progress in the Senate, which recommends the reduction of the duty on skarine wax from 1d to ½d and ⅓d off confectionery.: [166, 558, 312, 595]
- article-headline: THE NATAL TROUBLE.: [180, 609, 298, 622]
- paragraph: It was decided that the monthly meetings of the committee be held on the second Tuesday in each month.: [797, 613, 945, 641]
- article-headline: ADVERTISING MEMORANDA: [956, 713, 1107, 726]
- article-subhead: SECOND DAY.: [680, 69, 744, 79]
- paragraph: As the Royal coach was emerging from Buckingham Palace in brilliant sunshine a member of the Women's Freedom League, holding a petition, darted forward, but a policeman hurried her back. Other members carried banners inscribed "Votes for Women." One was mobbed and her coat and hat destroyed and the banners stripped to shreds.: [7, 116, 155, 189]
- event-item: Wellington Pony and Galloway Racing Club's Meeting, Miramar, February 22nd.: [638, 1154, 786, 1173]
- advert-item: Pearson's Peppermint dispels that fear of taking food by curing indigestion. All chemists 1s, 2s 6d and 4s.: [956, 1255, 1107, 1283]
- dateline: Press Association—Copyright. Received Jan. 31, 12.17 a.m. Berlin, Last Night.: [484, 471, 623, 490]
- paragraph: BOILS. With some people the hot days of summer produce a crop of boils with the same regularity as the season itself. One of the worst forms is known to the farming community as "harvest boils," and is indeed a very painful affliction. Richness of the blood, some tell us, is the primary cause of boils. If this were true, then poverty of the life element would be preferable. Impey's May Apple price 2s 6d.: [480, 1171, 627, 1254]
- paragraph: The management was in capable hands, and the secretary, Mr E. Cobb, and his committee are to be congratulated on the success of the meeting.: [797, 1033, 945, 1070]
- event-item: Loan & Mercantile's Apiti sale, February 3rd.: [644, 943, 783, 953]
- article-headline: FURTHEST SOUTH.: [188, 239, 290, 252]
- paragraph: In the House of Commons Mr Asquith said that a real and definite agreement with Russia removing sources of danger to peace was so important that it was justified once it was shown that in this or that direction Russia had obtained an advantage. He believed that there was an adequate safeguard for British trade.: [7, 1044, 155, 1109]
- article-sporting: [638, 36, 786, 851]
- paragraph: Mr Birrell, replying to the Balfour's charge against Mr Birrell, said that the Chief Secretary would exercise all the optional powers to deal with internal disorders.: [7, 1180, 155, 1218]
- article-british-politics: [7, 36, 155, 1225]
- article-asiatic-question: [323, 399, 469, 655]
- paragraph: It was stated that the school building would be finished in about three weeks and it was resolved that the Education Board be asked to invite the Minister of Education to open the school next month.: [797, 643, 945, 689]
- paragraph: The Chairman said the contract price was £3867 and it would be necessary to collect locally about £250 to make up the deficiency. Mr Goodbehere spoke in terms of great praise of the work of Mr Amos, the late director. No successor had yet been appointed.: [797, 255, 945, 311]
- paragraph: Mr Ritchie was appointed secretary pro tem.: [803, 601, 939, 611]
- paragraph: The recent difficulty respecting Japanese immigration to Canada had been settled on terms agreed to between the respective Governments.: [7, 510, 155, 547]
